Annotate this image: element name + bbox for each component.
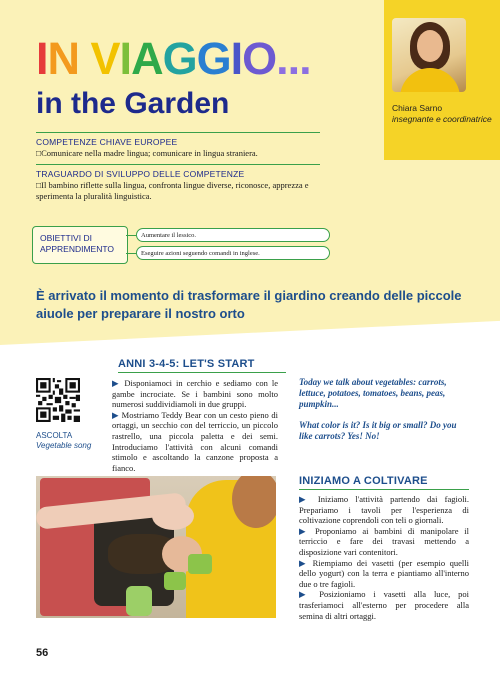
traguardi-text: □Il bambino riflette sulla lingua, confronta lingue diverse, riconosce, apprezza e sperimenta la pluralità linguistica. <box>36 180 309 201</box>
obiettivo-item: Aumentare il lessico. <box>136 228 330 242</box>
connector-line <box>126 235 136 236</box>
author-name: Chiara Sarno <box>392 103 443 113</box>
paragraph: ▶ Disponiamoci in cerchio e sediamo con le gambe incrociate. Se i bambini sono molto numerosi suddividiamoli in due gruppi. <box>112 378 278 410</box>
divider <box>36 132 320 133</box>
title-letter: ... <box>276 33 311 84</box>
bullet-item: ▶ Riempiamo dei vasetti (per esempio quelli dello yogurt) con la terra e piantiamo all'interno due o tre fagioli. <box>299 557 469 589</box>
title-letter <box>79 34 91 84</box>
traguardi-heading: TRAGUARDO DI SVILUPPO DELLE COMPETENZE <box>36 169 245 179</box>
title-letter: I <box>119 33 132 84</box>
qr-label <box>36 431 91 451</box>
obiettivi-label: OBIETTIVI DI APPRENDIMENTO <box>40 233 114 254</box>
qr-label-sub: Vegetable song <box>36 441 92 450</box>
title-letter: O <box>242 33 277 84</box>
qr-label-title: ASCOLTA <box>36 431 73 440</box>
page-subtitle: in the Garden <box>36 87 230 120</box>
section2-title: INIZIAMO A COLTIVARE <box>299 475 428 487</box>
page-title <box>36 34 311 84</box>
title-letter: I <box>36 33 48 84</box>
author-role: insegnante e coordinatrice <box>392 114 492 124</box>
title-letter: G <box>196 33 231 84</box>
gardening-photo <box>36 476 276 618</box>
bullet-item: ▶ Iniziamo l'attività partendo dai fagioli. Prepariamo i tavoli per l'esperienza di coltivazione coprendoli con teli o giornali. <box>299 494 469 526</box>
english-phrases-1: Today we talk about vegetables: carrots, lettuce, potatoes, tomatoes, beans, peas, pumpkin... <box>299 377 447 409</box>
divider <box>299 489 469 490</box>
author-photo <box>392 18 466 92</box>
page-number: 56 <box>36 647 49 659</box>
section1-body <box>112 378 278 473</box>
divider <box>36 164 320 165</box>
title-letter: G <box>162 33 197 84</box>
qr-code-icon[interactable] <box>36 378 80 422</box>
title-letter: V <box>90 33 120 84</box>
obiettivo-item: Eseguire azioni seguendo comandi in inglese. <box>136 246 330 260</box>
title-letter: I <box>230 33 243 84</box>
connector-line <box>126 253 136 254</box>
section2-body <box>299 494 469 621</box>
competenze-text: □Comunicare nella madre lingua; comunicare in lingua straniera. <box>36 148 258 158</box>
paragraph: ▶ Mostriamo Teddy Bear con un cesto pieno di ortaggi, un secchio con del terriccio, un piccolo rastrello, una piccola paletta e dei semi. Introduciamo l'attività con alcuni comandi stimolo e ascoltando la canzone proposta a fianco. <box>112 409 278 473</box>
headline: È arrivato il momento di trasformare il giardino creando delle piccole aiuole per preparare il nostro orto <box>36 288 462 321</box>
english-phrases-2: What color is it? Is it big or small? Do you like carrots? Yes! No! <box>299 420 457 441</box>
bullet-item: ▶ Proponiamo ai bambini di manipolare il terriccio e fare dei travasi mettendo a disposizione vari contenitori. <box>299 525 469 557</box>
competenze-heading: COMPETENZE CHIAVE EUROPEE <box>36 137 178 147</box>
title-letter: A <box>131 33 163 84</box>
bullet-item: ▶ Posizioniamo i vasetti alla luce, poi trasferiamoci all'esterno per procedere alla semina di altri ortaggi. <box>299 589 469 621</box>
title-letter: N <box>47 33 80 84</box>
divider <box>118 372 286 373</box>
section1-title: ANNI 3-4-5: LET'S START <box>118 358 255 370</box>
